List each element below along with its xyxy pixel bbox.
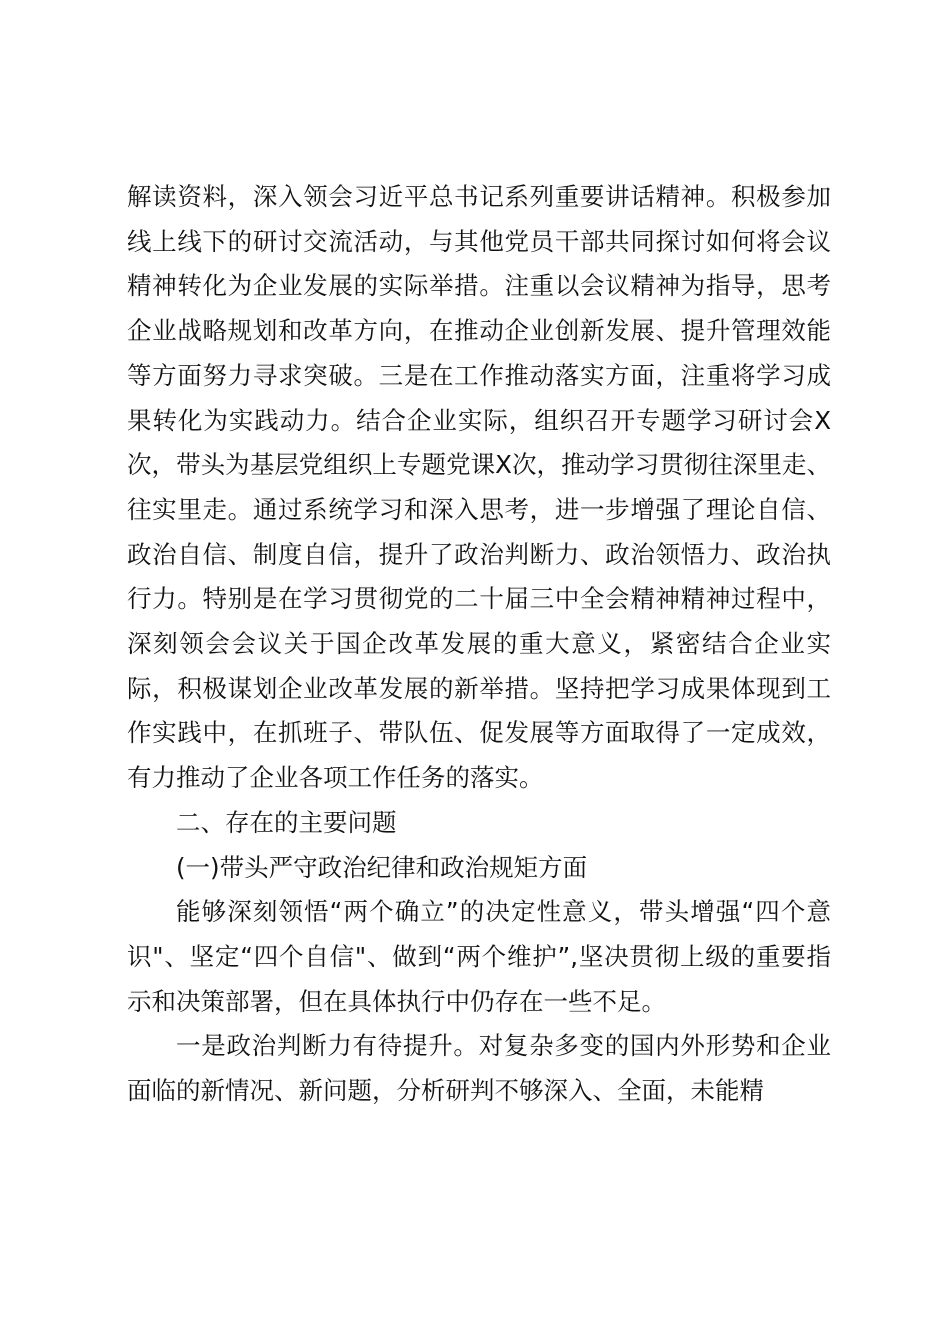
document-body: [127, 175, 831, 1114]
subsection-heading: (一)带头严守政治纪律和政治规矩方面: [176, 852, 588, 882]
section-heading: 二、存在的主要问题: [176, 807, 397, 837]
body-paragraph: 能够深刻领悟“两个确立”的决定性意义，带头增强“四个意识"、坚定“四个自信"、做到“两个维护”,坚决贯彻上级的重要指示和决策部署，但在具体执行中仍存在一些不足。: [127, 897, 831, 1016]
continuation-paragraph: 解读资料，深入领会习近平总书记系列重要讲话精神。积极参加线上线下的研讨交流活动，与其他党员干部共同探讨如何将会议精神转化为企业发展的实际举措。注重以会议精神为指导，思考企业战略规划和改革方向，在推动企业创新发展、提升管理效能等方面努力寻求突破。三是在工作推动落实方面，注重将学习成果转化为实践动力。结合企业实际，组织召开专题学习研讨会X次，带头为基层党组织上专题党课X次，推动学习贯彻往深里走、往实里走。通过系统学习和深入思考，进一步增强了理论自信、政治自信、制度自信，提升了政治判断力、政治领悟力、政治执行力。特别是在学习贯彻党的二十届三中全会精神精神过程中，深刻领会会议关于国企改革发展的重大意义，紧密结合企业实际，积极谋划企业改革发展的新举措。坚持把学习成果体现到工作实践中，在抓班子、带队伍、促发展等方面取得了一定成效，有力推动了企业各项工作任务的落实。: [127, 182, 831, 793]
body-paragraph: 一是政治判断力有待提升。对复杂多变的国内外形势和企业面临的新情况、新问题，分析研判不够深入、全面，未能精: [127, 1031, 831, 1106]
